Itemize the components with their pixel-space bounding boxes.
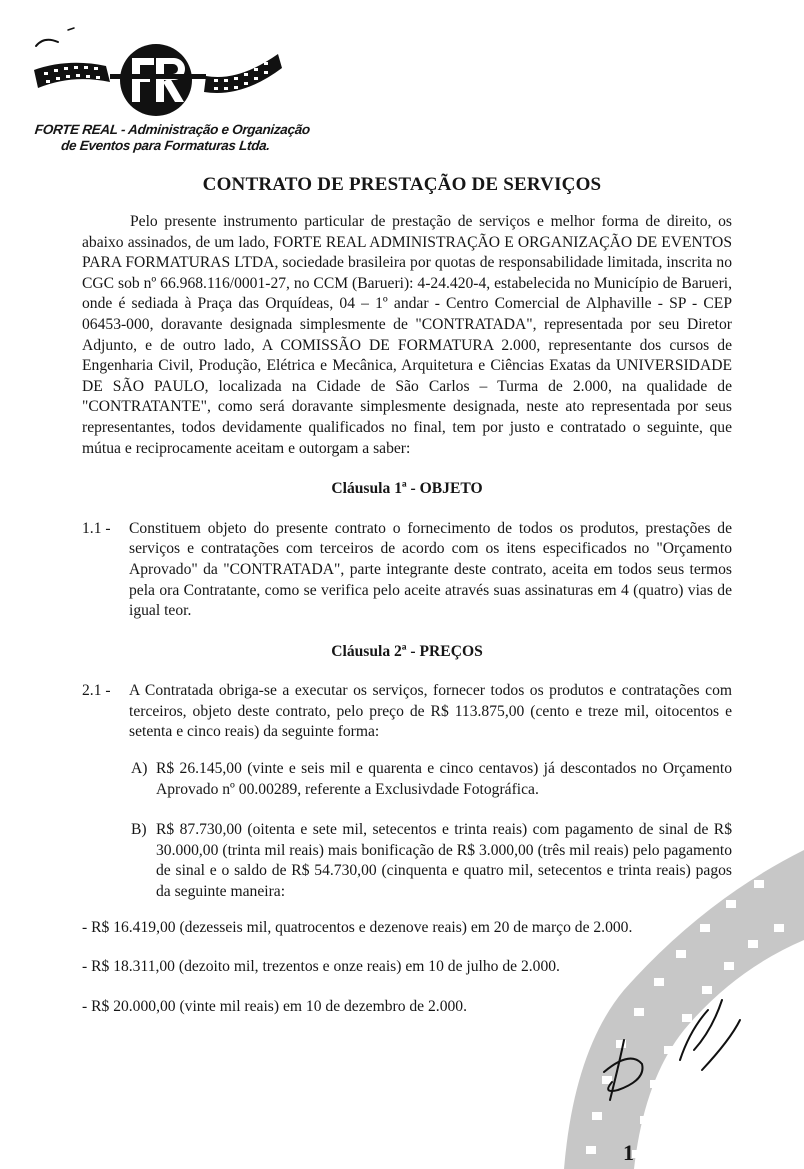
payment-line: - R$ 18.311,00 (dezoito mil, trezentos e onze reais) em 10 de julho de 2.000. bbox=[82, 958, 560, 976]
intro-paragraph: Pelo presente instrumento particular de prestação de serviços e melhor forma de direito, os abaixo assinados, de um lado, FORTE REAL ADMINISTRAÇÃO E ORGANIZAÇÃO DE EVENTOS PARA FORMATURAS LTDA, sociedade brasileira por quotas de responsabilidade limitada, inscrita no CGC sob nº 66.968.116/0001-27, no CCM (Barueri): 4-24.420-4, estabelecida no Município de Barueri, onde é sediada à Praça das Orquídeas, 04 – 1º andar - Centro Comercial de Alphaville - SP - CEP 06453-000, doravante designada simplesmente de "CONTRATADA", representada por seu Diretor Adjunto, e de outro lado, A COMISSÃO DE FORMATURA 2.000, representante dos cursos de Engenharia Civil, Produção, Elétrica e Mecânica, Arquitetura e Ciências Exatas da UNIVERSIDADE DE SÃO PAULO, localizada na Cidade de São Carlos – Turma de 2.000, na qualidade de "CONTRATANTE", como será doravante simplesmente designada, neste ato representada por seus representantes, todos devidamente qualificados no final, tem por justo e contratado o seguinte, que mútua e reciprocamente aceitam e outorgam a saber: bbox=[82, 213, 732, 457]
document-title: CONTRATO DE PRESTAÇÃO DE SERVIÇOS bbox=[202, 174, 602, 195]
company-name bbox=[32, 122, 335, 154]
clause-1-title: Cláusula 1ª - OBJETO bbox=[331, 480, 483, 498]
clause-2-title: Cláusula 2ª - PREÇOS bbox=[331, 642, 483, 660]
page-number: 1 bbox=[623, 1140, 634, 1165]
sub-item-letter: A) bbox=[131, 760, 148, 778]
forte-real-logo bbox=[28, 18, 288, 118]
payment-line: - R$ 20.000,00 (vinte mil reais) em 10 de dezembro de 2.000. bbox=[82, 997, 467, 1015]
clause-1-item bbox=[82, 519, 732, 622]
item-text: Constituem objeto do presente contrato o fornecimento de todos os produtos, prestações de serviços e contratações com terceiros de acordo com os itens especificados no "Orçamento Aprovado" da "CONTRATADA", parte integrante deste contrato, aceita em todos seus termos pela ora Contratante, como se verifica pelo aceite através suas assinaturas em 4 (quatro) vias de igual teor. bbox=[129, 519, 732, 620]
payment-line: - R$ 16.419,00 (dezesseis mil, quatrocentos e dezenove reais) em 20 de março de 2.000. bbox=[82, 918, 633, 936]
sub-item-text: R$ 26.145,00 (vinte e seis mil e quarenta e cinco centavos) já descontados no Orçamento Aprovado nº 00.00289, referente a Exclusivdade Fotográfica. bbox=[156, 760, 732, 798]
item-number: 1.1 - bbox=[82, 519, 111, 537]
sub-item-a bbox=[82, 759, 732, 800]
company-name-line-2: de Eventos para Formaturas Ltda. bbox=[60, 138, 271, 153]
clause-2-item bbox=[82, 681, 732, 743]
company-name-line-1: FORTE REAL - Administração e Organização bbox=[34, 122, 311, 137]
sub-item-text: R$ 87.730,00 (oitenta e sete mil, setecentos e trinta reais) com pagamento de sinal de R$ 30.000,00 (trinta mil reais) mais bonificação de R$ 3.000,00 (três mil reais) pelo pagamento de sinal e o saldo de R$ 54.730,00 (cinquenta e quatro mil, setecentos e trinta reais) pagos da seguinte maneira: bbox=[156, 821, 732, 901]
sub-item-letter: B) bbox=[131, 821, 147, 839]
item-text: A Contratada obriga-se a executar os serviços, fornecer todos os produtos e contratações com terceiros, objeto deste contrato, pelo preço de R$ 113.875,00 (cento e treze mil, oitocentos e setenta e cinco reais) da seguinte forma: bbox=[129, 682, 732, 741]
item-number: 2.1 - bbox=[82, 682, 111, 700]
handwritten-signature bbox=[590, 990, 750, 1140]
